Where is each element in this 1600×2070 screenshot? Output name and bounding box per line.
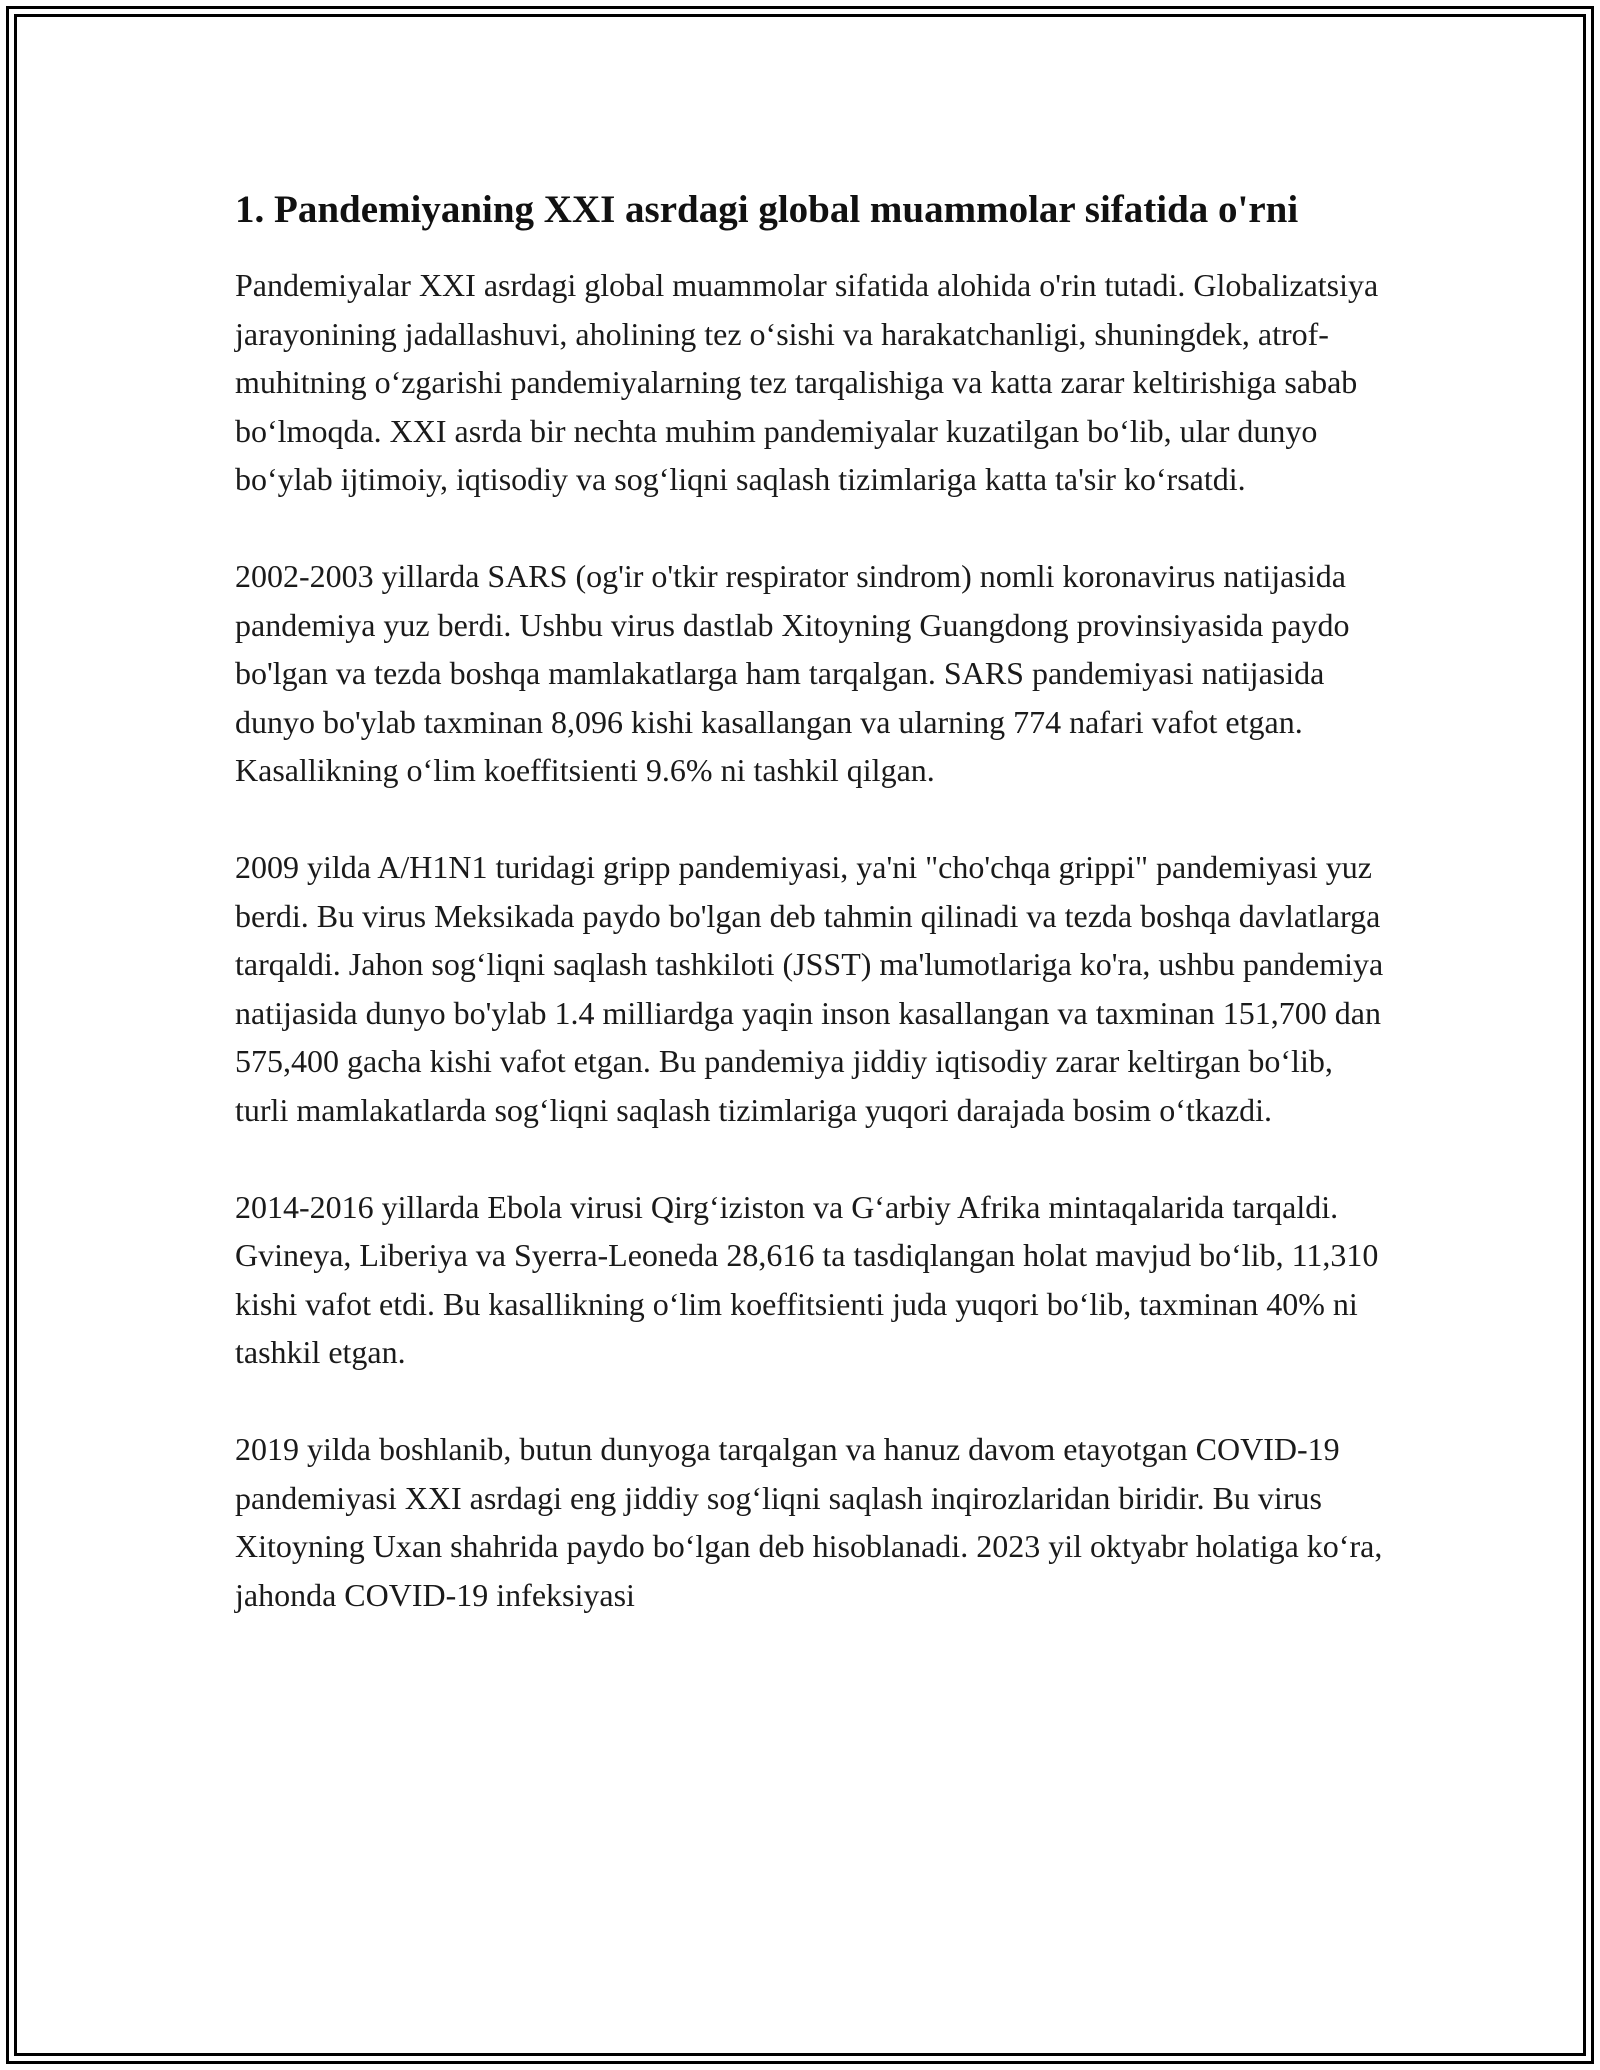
paragraph-covid: 2019 yilda boshlanib, butun dunyoga tarqalgan va hanuz davom etayotgan COVID-19 pandemiyasi XXI asrdagi eng jiddiy sog‘liqni saqlash inqirozlaridan biridir. Bu virus Xitoyning Uxan shahrida paydo bo‘lgan deb hisoblanadi. 2023 yil oktyabr holatiga ko‘ra, jahonda COVID-19 infeksiyasi <box>235 1431 1383 1613</box>
paragraph-sars: 2002-2003 yillarda SARS (og'ir o'tkir respirator sindrom) nomli koronavirus natijasida pandemiya yuz berdi. Ushbu virus dastlab Xitoyning Guangdong provinsiyasida paydo bo'lgan va tezda boshqa mamlakatlarga ham tarqalgan. SARS pandemiyasi natijasida dunyo bo'ylab taxminan 8,096 kishi kasallangan va ularning 774 nafari vafot etgan. Kasallikning o‘lim koeffitsienti 9.6% ni tashkil qilgan. <box>235 558 1350 788</box>
paragraph-ebola: 2014-2016 yillarda Ebola virusi Qirg‘iziston va G‘arbiy Afrika mintaqalarida tarqaldi. Gvineya, Liberiya va Syerra-Leoneda 28,616 ta tasdiqlangan holat mavjud bo‘lib, 11,310 kishi vafot etdi. Bu kasallikning o‘lim koeffitsienti juda yuqori bo‘lib, taxminan 40% ni tashkil etgan. <box>235 1188 1379 1370</box>
paragraph-intro: Pandemiyalar XXI asrdagi global muammolar sifatida alohida o'rin tutadi. Globalizatsiya jarayonining jadallashuvi, aholining tez o‘sishi va harakatchanligi, shuningdek, atrof-muhitning o‘zgarishi pandemiyalarning tez tarqalishiga va katta zarar keltirishiga sabab bo‘lmoqda. XXI asrda bir nechta muhim pandemiyalar kuzatilgan bo‘lib, ular dunyo bo‘ylab ijtimoiy, iqtisodiy va sog‘liqni saqlash tizimlariga katta ta'sir ko‘rsatdi. <box>235 267 1379 497</box>
paragraph-h1n1: 2009 yilda A/H1N1 turidagi gripp pandemiyasi, ya'ni "cho'chqa grippi" pandemiyasi yuz berdi. Bu virus Meksikada paydo bo'lgan deb tahmin qilinadi va tezda boshqa davlatlarga tarqaldi. Jahon sog‘liqni saqlash tashkiloti (JSST) ma'lumotlariga ko'ra, ushbu pandemiya natijasida dunyo bo'ylab 1.4 milliardga yaqin inson kasallangan va taxminan 151,700 dan 575,400 gacha kishi vafot etgan. Bu pandemiya jiddiy iqtisodiy zarar keltirgan bo‘lib, turli mamlakatlarda sog‘liqni saqlash tizimlariga yuqori darajada bosim o‘tkazdi. <box>235 849 1384 1128</box>
document-body <box>235 185 1385 1668</box>
section-heading: 1. Pandemiyaning XXI asrdagi global muammolar sifatida o'rni <box>235 188 1299 231</box>
